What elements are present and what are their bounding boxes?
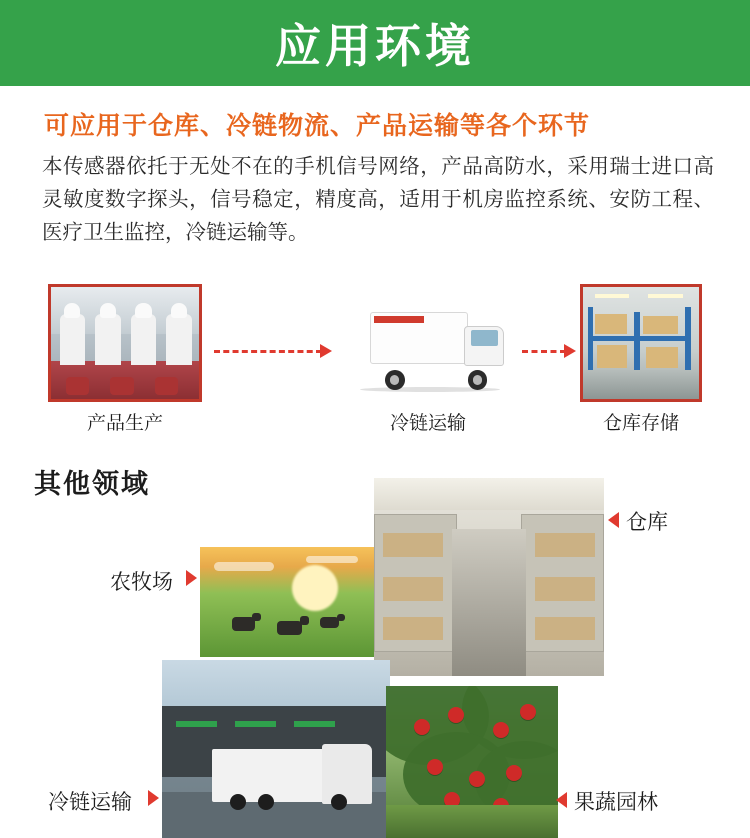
photo-detail-sun [292, 565, 338, 611]
section-title-other-fields: 其他领域 [34, 469, 150, 499]
photo-detail-apple [469, 771, 485, 787]
photo-detail-box [595, 314, 627, 334]
triangle-left-icon-orchard [556, 792, 567, 808]
photo-detail-trailer [212, 749, 331, 802]
photo-detail-box [646, 347, 678, 367]
triangle-right-icon-cold-chain [148, 790, 159, 806]
photo-detail-product [66, 377, 90, 395]
photo-detail-apple [493, 722, 509, 738]
photo-detail-pallet [383, 577, 443, 601]
photo-detail-wheel [468, 370, 488, 390]
photo-detail-rack [634, 312, 640, 375]
triangle-right-icon-pasture [186, 570, 197, 586]
photo-detail-worker [95, 314, 120, 366]
apple-orchard-photo [386, 686, 558, 838]
photo-detail-ceiling [374, 478, 604, 510]
photo-detail-box [597, 345, 627, 367]
photo-detail-wheel [331, 794, 347, 810]
photo-detail-rack [685, 307, 691, 376]
photo-detail-aisle-floor [452, 529, 526, 676]
warehouse-aisle-photo [374, 478, 604, 676]
photo-detail-light [648, 294, 683, 298]
page-title: 应用环境 [275, 20, 475, 72]
flow-arrow-1-head [320, 344, 332, 358]
photo-detail-worker [60, 314, 85, 366]
photo-detail-cow [232, 617, 255, 630]
photo-detail-pallet [535, 533, 595, 557]
photo-detail-light [595, 294, 630, 298]
intro-paragraph: 本传感器依托于无处不在的手机信号网络，产品高防水，采用瑞士进口高灵敏度数字探头，信号稳定，精度高，适用于机房监控系统、安防工程、医疗卫生监控，冷链运输等。 [42, 155, 714, 244]
warehouse-storage-photo [580, 284, 702, 402]
photo-detail-pallet [383, 533, 443, 557]
photo-detail-beam [588, 336, 691, 340]
photo-detail-product [155, 377, 179, 395]
subtitle: 可应用于仓库、冷链物流、产品运输等各个环节 [44, 112, 591, 140]
photo-detail-door-light [176, 721, 217, 727]
photo-detail-product [110, 377, 134, 395]
tag-label-orchard: 果蔬园林 [574, 791, 658, 814]
photo-detail-wheel [230, 794, 246, 810]
photo-detail-pallet [383, 617, 443, 641]
flow-arrow-2 [522, 350, 566, 353]
photo-detail-wheel [258, 794, 274, 810]
photo-detail-windshield [471, 330, 498, 346]
photo-detail-cloud [306, 556, 359, 564]
photo-detail-cloud [214, 562, 274, 571]
flow-caption-production: 产品生产 [86, 413, 163, 434]
photo-detail-worker [131, 314, 156, 366]
photo-detail-wheel [385, 370, 405, 390]
triangle-left-icon-warehouse [608, 512, 619, 528]
photo-detail-cow [277, 621, 302, 635]
photo-detail-stripe [374, 316, 424, 323]
logistics-depot-truck-photo [162, 660, 390, 838]
header-band [0, 0, 750, 86]
factory-production-photo [48, 284, 202, 402]
photo-detail-pallet [535, 617, 595, 641]
photo-detail-grass [386, 805, 558, 838]
photo-detail-box [643, 316, 678, 334]
photo-detail-floor [583, 370, 699, 399]
flow-arrow-2-head [564, 344, 576, 358]
refrigerated-truck-photo [338, 296, 518, 396]
photo-detail-door-light [294, 721, 335, 727]
tag-label-cold-chain: 冷链运输 [48, 791, 132, 814]
photo-detail-door-light [235, 721, 276, 727]
pasture-photo [200, 547, 376, 657]
tag-label-warehouse: 仓库 [626, 511, 668, 534]
photo-detail-cab [322, 744, 372, 805]
flow-caption-cold-chain: 冷链运输 [389, 413, 466, 434]
flow-caption-warehouse: 仓库存储 [602, 413, 679, 434]
photo-detail-rack [588, 307, 594, 376]
photo-detail-apple [414, 719, 430, 735]
photo-detail-pallet [535, 577, 595, 601]
photo-detail-cow [320, 617, 339, 628]
photo-detail-worker [166, 314, 191, 366]
flow-arrow-1 [214, 350, 322, 353]
tag-label-pasture: 农牧场 [110, 571, 173, 594]
